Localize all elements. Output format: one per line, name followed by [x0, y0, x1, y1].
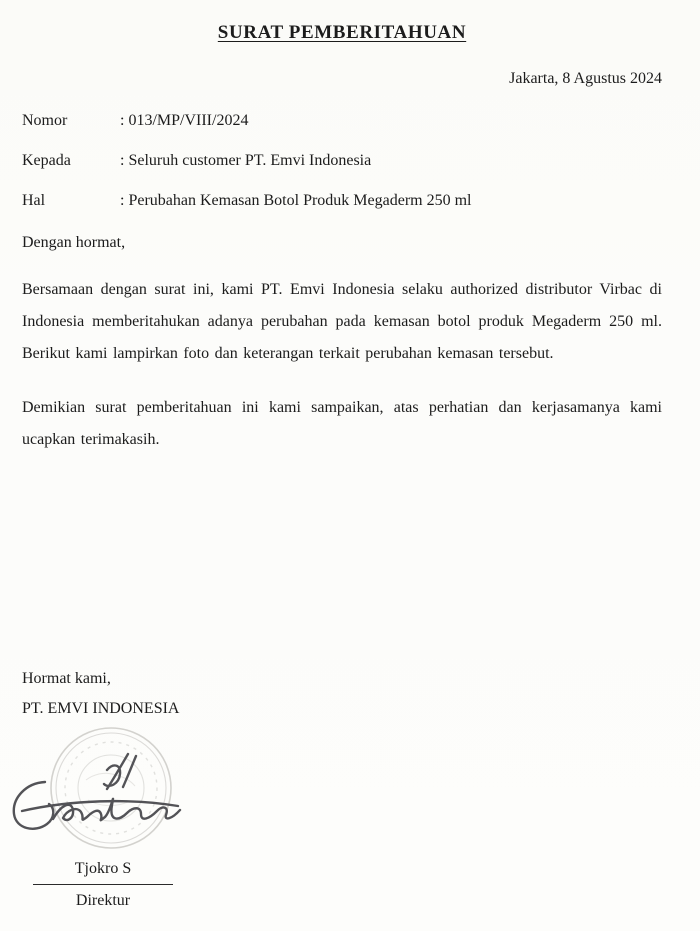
- stamp-signature-graphic: [8, 726, 238, 860]
- salutation: Dengan hormat,: [22, 234, 126, 251]
- field-row-kepada: [22, 152, 662, 170]
- body-paragraph-2: Demikian surat pemberitahuan ini kami sampaikan, atas perhatian dan kerjasamanya kami ucapkan terimakasih.: [22, 399, 662, 448]
- field-value-hal: : Perubahan Kemasan Botol Produk Megaderm 250 ml: [120, 192, 472, 209]
- letter-title: SURAT PEMBERITAHUAN: [217, 22, 467, 43]
- field-value-kepada: : Seluruh customer PT. Emvi Indonesia: [120, 152, 372, 169]
- field-label-kepada: Kepada: [22, 152, 71, 169]
- field-value-nomor: : 013/MP/VIII/2024: [120, 112, 249, 129]
- signer-title: Direktur: [75, 892, 131, 909]
- date-line: Jakarta, 8 Agustus 2024: [509, 70, 662, 87]
- signer-block: [33, 860, 173, 910]
- company-stamp-icon: [51, 728, 171, 848]
- closing-block: [22, 664, 179, 724]
- field-label-hal: Hal: [22, 192, 46, 209]
- company-name: PT. EMVI INDONESIA: [22, 700, 180, 717]
- stamp-and-signature: [8, 726, 238, 860]
- signer-name: Tjokro S: [33, 860, 173, 885]
- closing-salutation: Hormat kami,: [22, 670, 111, 687]
- letter-fields: [22, 112, 662, 210]
- field-row-hal: [22, 192, 662, 210]
- body-paragraph-1: Bersamaan dengan surat ini, kami PT. Emvi Indonesia selaku authorized distributor Virbac di Indonesia memberitahukan adanya perubahan pada kemasan botol produk Megaderm 250 ml. Berikut kami lampirkan foto dan keterangan terkait perubahan kemasan tersebut.: [22, 281, 662, 362]
- field-row-nomor: [22, 112, 662, 130]
- field-label-nomor: Nomor: [22, 112, 68, 129]
